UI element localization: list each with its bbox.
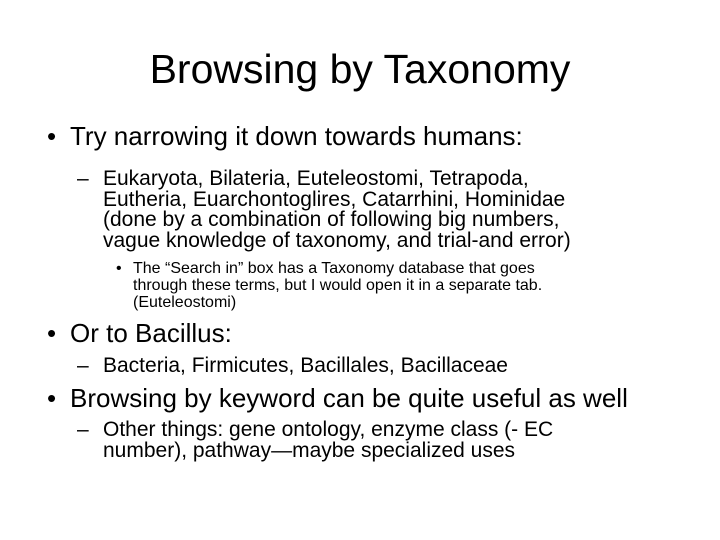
bullet-2-text: Or to Bacillus: [70,318,232,348]
sub-bullet-1-1-line-2: Eutheria, Euarchontoglires, Catarrhini, Hominidae [103,187,566,211]
slide-title: Browsing by Taxonomy [149,46,571,92]
bullet-2-marker: • [47,318,57,348]
sub-bullet-2-1-line-1: Bacteria, Firmicutes, Bacillales, Bacillaceae [103,354,508,377]
sub-sub-bullet-1-1-1-line-3: (Euteleostomi) [133,294,237,311]
bullet-3-marker: • [47,383,57,413]
sub-bullet-3-1-text [103,420,553,461]
sub-sub-bullet-1-1-1-marker: • [116,260,122,277]
sub-sub-bullet-1-1-1-line-1: The “Search in” box has a Taxonomy database that goes [133,260,535,277]
sub-sub-bullet-1-1-1-line-2: through these terms, but I would open it in a separate tab. [133,277,543,294]
bullet-1-text: Try narrowing it down towards humans: [70,121,523,151]
sub-bullet-3-1-marker: – [77,418,89,441]
sub-bullet-1-1-line-4: vague knowledge of taxonomy, and trial-and error) [103,228,571,252]
sub-bullet-2-1-marker: – [77,354,89,377]
sub-bullet-3-1-line-1: Other things: gene ontology, enzyme class (- EC [103,418,554,441]
bullet-1-marker: • [47,121,57,151]
bullet-3-text: Browsing by keyword can be quite useful as well [70,383,628,413]
sub-sub-bullet-1-1-1-text [133,260,542,311]
sub-bullet-1-1-line-3: (done by a combination of following big numbers, [103,208,560,231]
sub-bullet-3-1-line-2: number), pathway—maybe specialized uses [103,438,516,462]
sub-bullet-1-1-text [103,169,571,251]
sub-bullet-1-1-line-1: Eukaryota, Bilateria, Euteleostomi, Tetrapoda, [103,167,529,190]
sub-bullet-1-1-marker: – [77,167,89,190]
sub-bullet-2-1-text [103,356,508,377]
